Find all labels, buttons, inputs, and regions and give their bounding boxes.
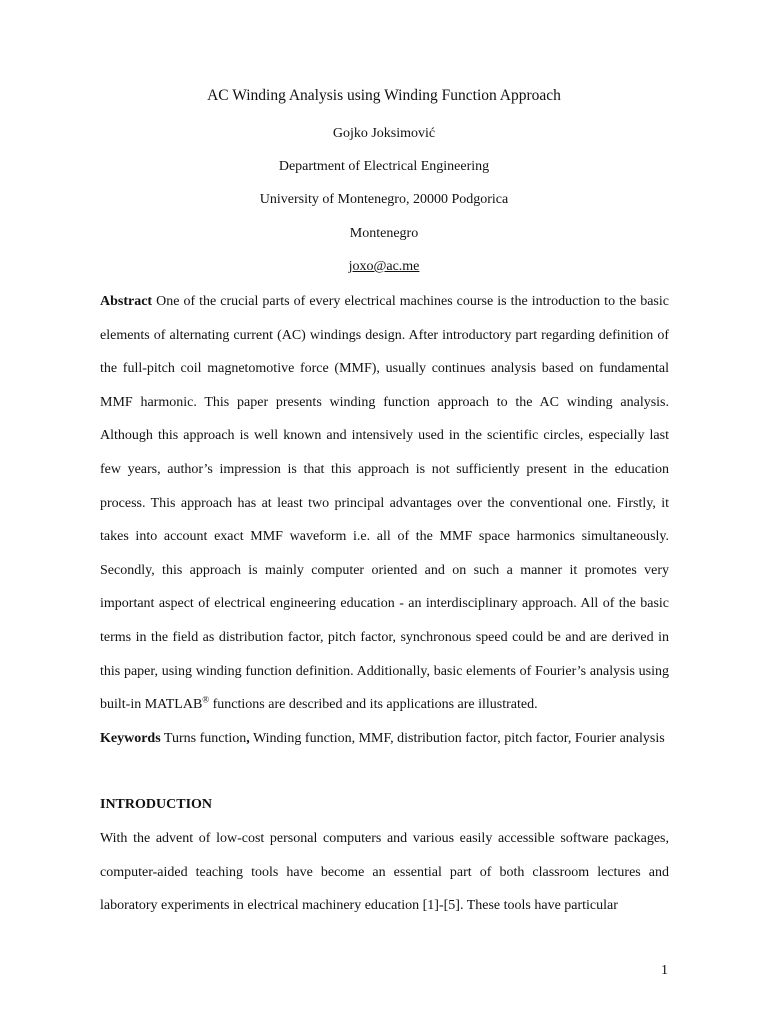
author-department: Department of Electrical Engineering	[278, 159, 490, 174]
paper-title: AC Winding Analysis using Winding Function Approach	[207, 87, 561, 104]
keywords-rest: Winding function, MMF, distribution factor, pitch factor, Fourier analysis	[249, 731, 665, 746]
author-country: Montenegro	[349, 226, 419, 241]
abstract-label: Abstract	[100, 294, 153, 309]
author-name: Gojko Joksimović	[332, 126, 436, 141]
page-number: 1	[661, 963, 668, 978]
registered-trademark: ®	[202, 694, 210, 705]
author-university: University of Montenegro, 20000 Podgorica	[259, 192, 509, 207]
abstract-text-part2: functions are described and its applications are illustrated.	[209, 697, 538, 713]
introduction-heading: INTRODUCTION	[100, 797, 213, 812]
keywords-label: Keywords	[100, 731, 161, 746]
abstract-paragraph	[100, 285, 669, 722]
keywords-comma: ,	[246, 731, 250, 746]
abstract-text-part1: One of the crucial parts of every electrical machines course is the introduction to the basic elements of alternating current (AC) windings design. After introductory part regarding definition of the full-pitch coil magnetomotive force (MMF), usually continues analysis based on fundamental MMF harmonic. This paper presents winding function approach to the AC winding analysis. Although this approach is well known and intensively used in the scientific circles, especially last few years, author’s impression is that this approach is not sufficiently present in the education process. This approach has at least two principal advantages over the conventional one. Firstly, it takes into account exact MMF waveform i.e. all of the MMF space harmonics simultaneously. Secondly, this approach is mainly computer oriented and on such a manner it promotes very important aspect of electrical engineering education - an interdisciplinary approach. All of the basic terms in the field as distribution factor, pitch factor, synchronous speed could be and are derived in this paper, using winding function definition. Additionally, basic elements of Fourier’s analysis using built-in MATLAB	[100, 294, 669, 713]
introduction-paragraph: With the advent of low-cost personal computers and various easily accessible software packages, computer-aided teaching tools have become an essential part of both classroom lectures and laboratory experiments in electrical machinery education [1]-[5]. These tools have particular	[100, 831, 669, 914]
author-email[interactable]: joxo@ac.me	[348, 259, 420, 274]
keywords-first: Turns function	[160, 731, 247, 746]
keywords-paragraph	[100, 722, 669, 756]
